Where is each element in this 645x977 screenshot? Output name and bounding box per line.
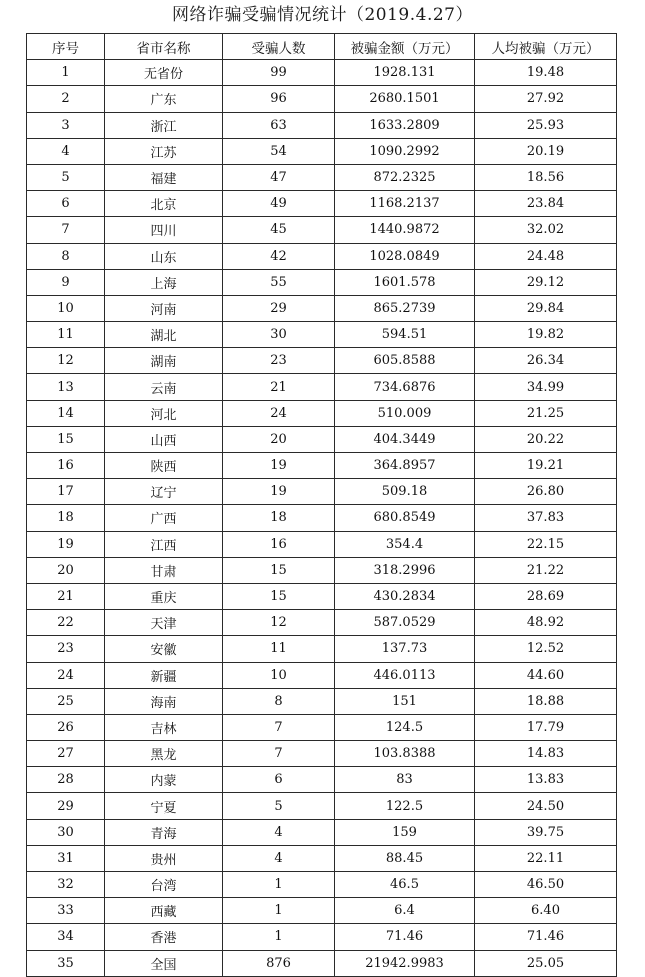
table-row — [27, 793, 617, 819]
cell-victim-count: 30 — [223, 322, 335, 348]
cell-region: 贵州 — [105, 845, 223, 871]
cell-index: 17 — [27, 479, 105, 505]
cell-amount: 88.45 — [335, 845, 475, 871]
table-row — [27, 374, 617, 400]
cell-average: 14.83 — [475, 741, 617, 767]
table-row — [27, 819, 617, 845]
cell-victim-count: 49 — [223, 191, 335, 217]
table-row — [27, 426, 617, 452]
cell-region: 西藏 — [105, 898, 223, 924]
table-row — [27, 531, 617, 557]
cell-index: 15 — [27, 426, 105, 452]
cell-victim-count: 8 — [223, 688, 335, 714]
cell-index: 13 — [27, 374, 105, 400]
cell-amount: 364.8957 — [335, 453, 475, 479]
cell-average: 25.93 — [475, 112, 617, 138]
cell-index: 3 — [27, 112, 105, 138]
cell-amount: 594.51 — [335, 322, 475, 348]
cell-amount: 318.2996 — [335, 557, 475, 583]
cell-average: 26.34 — [475, 348, 617, 374]
cell-amount: 509.18 — [335, 479, 475, 505]
table-body — [27, 60, 617, 977]
table-row — [27, 60, 617, 86]
cell-average: 34.99 — [475, 374, 617, 400]
cell-average: 48.92 — [475, 610, 617, 636]
cell-average: 28.69 — [475, 583, 617, 609]
cell-amount: 587.0529 — [335, 610, 475, 636]
table-row — [27, 479, 617, 505]
cell-region: 吉林 — [105, 714, 223, 740]
cell-amount: 605.8588 — [335, 348, 475, 374]
cell-region: 甘肃 — [105, 557, 223, 583]
cell-victim-count: 63 — [223, 112, 335, 138]
cell-region: 无省份 — [105, 60, 223, 86]
cell-average: 24.48 — [475, 243, 617, 269]
cell-victim-count: 54 — [223, 138, 335, 164]
cell-average: 46.50 — [475, 872, 617, 898]
table-row — [27, 191, 617, 217]
cell-index: 9 — [27, 269, 105, 295]
cell-index: 4 — [27, 138, 105, 164]
cell-index: 1 — [27, 60, 105, 86]
cell-average: 13.83 — [475, 767, 617, 793]
cell-index: 18 — [27, 505, 105, 531]
cell-amount: 103.8388 — [335, 741, 475, 767]
cell-victim-count: 55 — [223, 269, 335, 295]
table-row — [27, 348, 617, 374]
cell-average: 71.46 — [475, 924, 617, 950]
table-row — [27, 872, 617, 898]
cell-region: 宁夏 — [105, 793, 223, 819]
cell-average: 22.15 — [475, 531, 617, 557]
cell-average: 18.56 — [475, 164, 617, 190]
fraud-statistics-table — [26, 33, 617, 977]
cell-victim-count: 19 — [223, 453, 335, 479]
cell-victim-count: 1 — [223, 924, 335, 950]
cell-average: 12.52 — [475, 636, 617, 662]
table-row — [27, 164, 617, 190]
table-row — [27, 138, 617, 164]
cell-index: 11 — [27, 322, 105, 348]
table-row — [27, 112, 617, 138]
table-row — [27, 845, 617, 871]
cell-index: 7 — [27, 217, 105, 243]
table-row — [27, 688, 617, 714]
cell-region: 江西 — [105, 531, 223, 557]
cell-victim-count: 7 — [223, 714, 335, 740]
cell-amount: 446.0113 — [335, 662, 475, 688]
table-row — [27, 243, 617, 269]
table-row — [27, 86, 617, 112]
cell-average: 29.84 — [475, 295, 617, 321]
cell-victim-count: 96 — [223, 86, 335, 112]
cell-average: 22.11 — [475, 845, 617, 871]
table-row — [27, 295, 617, 321]
cell-average: 21.22 — [475, 557, 617, 583]
cell-average: 39.75 — [475, 819, 617, 845]
cell-amount: 21942.9983 — [335, 950, 475, 976]
cell-region: 浙江 — [105, 112, 223, 138]
cell-victim-count: 876 — [223, 950, 335, 976]
cell-victim-count: 16 — [223, 531, 335, 557]
cell-index: 29 — [27, 793, 105, 819]
cell-index: 16 — [27, 453, 105, 479]
cell-victim-count: 99 — [223, 60, 335, 86]
cell-amount: 122.5 — [335, 793, 475, 819]
cell-victim-count: 20 — [223, 426, 335, 452]
cell-index: 27 — [27, 741, 105, 767]
cell-average: 25.05 — [475, 950, 617, 976]
cell-index: 24 — [27, 662, 105, 688]
cell-victim-count: 15 — [223, 583, 335, 609]
cell-amount: 83 — [335, 767, 475, 793]
cell-average: 19.21 — [475, 453, 617, 479]
cell-average: 19.82 — [475, 322, 617, 348]
cell-region: 天津 — [105, 610, 223, 636]
cell-index: 28 — [27, 767, 105, 793]
table-row — [27, 636, 617, 662]
cell-region: 辽宁 — [105, 479, 223, 505]
cell-amount: 159 — [335, 819, 475, 845]
cell-region: 上海 — [105, 269, 223, 295]
cell-amount: 734.6876 — [335, 374, 475, 400]
cell-amount: 1440.9872 — [335, 217, 475, 243]
cell-average: 21.25 — [475, 400, 617, 426]
document-title: 网络诈骗受骗情况统计（2019.4.27） — [171, 5, 474, 25]
cell-average: 29.12 — [475, 269, 617, 295]
cell-index: 12 — [27, 348, 105, 374]
cell-index: 14 — [27, 400, 105, 426]
cell-amount: 137.73 — [335, 636, 475, 662]
cell-region: 全国 — [105, 950, 223, 976]
cell-region: 云南 — [105, 374, 223, 400]
table-row — [27, 400, 617, 426]
cell-amount: 354.4 — [335, 531, 475, 557]
cell-victim-count: 7 — [223, 741, 335, 767]
cell-victim-count: 21 — [223, 374, 335, 400]
cell-victim-count: 24 — [223, 400, 335, 426]
cell-victim-count: 5 — [223, 793, 335, 819]
cell-region: 青海 — [105, 819, 223, 845]
cell-amount: 510.009 — [335, 400, 475, 426]
table-row — [27, 610, 617, 636]
cell-region: 黑龙 — [105, 741, 223, 767]
cell-average: 19.48 — [475, 60, 617, 86]
cell-average: 26.80 — [475, 479, 617, 505]
cell-region: 陕西 — [105, 453, 223, 479]
cell-average: 20.19 — [475, 138, 617, 164]
cell-amount: 1633.2809 — [335, 112, 475, 138]
cell-index: 30 — [27, 819, 105, 845]
cell-index: 32 — [27, 872, 105, 898]
cell-victim-count: 11 — [223, 636, 335, 662]
cell-victim-count: 6 — [223, 767, 335, 793]
cell-region: 山西 — [105, 426, 223, 452]
table-row — [27, 269, 617, 295]
cell-index: 26 — [27, 714, 105, 740]
cell-victim-count: 42 — [223, 243, 335, 269]
table-row — [27, 898, 617, 924]
cell-average: 18.88 — [475, 688, 617, 714]
cell-victim-count: 45 — [223, 217, 335, 243]
cell-average: 27.92 — [475, 86, 617, 112]
cell-index: 25 — [27, 688, 105, 714]
cell-amount: 1601.578 — [335, 269, 475, 295]
cell-victim-count: 1 — [223, 872, 335, 898]
cell-index: 6 — [27, 191, 105, 217]
cell-amount: 1928.131 — [335, 60, 475, 86]
cell-index: 31 — [27, 845, 105, 871]
cell-amount: 71.46 — [335, 924, 475, 950]
cell-index: 20 — [27, 557, 105, 583]
cell-amount: 1090.2992 — [335, 138, 475, 164]
cell-region: 山东 — [105, 243, 223, 269]
table-header-row — [27, 34, 617, 60]
cell-region: 湖南 — [105, 348, 223, 374]
cell-victim-count: 12 — [223, 610, 335, 636]
header-victim-count: 受骗人数 — [223, 34, 335, 60]
header-index: 序号 — [27, 34, 105, 60]
cell-amount: 2680.1501 — [335, 86, 475, 112]
table-row — [27, 767, 617, 793]
header-region: 省市名称 — [105, 34, 223, 60]
cell-region: 河南 — [105, 295, 223, 321]
cell-region: 广西 — [105, 505, 223, 531]
table-row — [27, 505, 617, 531]
cell-index: 21 — [27, 583, 105, 609]
cell-region: 台湾 — [105, 872, 223, 898]
cell-region: 河北 — [105, 400, 223, 426]
header-amount: 被骗金额（万元） — [335, 34, 475, 60]
cell-victim-count: 10 — [223, 662, 335, 688]
cell-average: 23.84 — [475, 191, 617, 217]
cell-index: 33 — [27, 898, 105, 924]
table-row — [27, 662, 617, 688]
cell-average: 6.40 — [475, 898, 617, 924]
cell-index: 22 — [27, 610, 105, 636]
table-row — [27, 217, 617, 243]
cell-amount: 680.8549 — [335, 505, 475, 531]
cell-average: 20.22 — [475, 426, 617, 452]
cell-victim-count: 18 — [223, 505, 335, 531]
cell-amount: 124.5 — [335, 714, 475, 740]
cell-average: 32.02 — [475, 217, 617, 243]
cell-amount: 430.2834 — [335, 583, 475, 609]
cell-average: 44.60 — [475, 662, 617, 688]
header-average: 人均被骗（万元） — [475, 34, 617, 60]
cell-average: 37.83 — [475, 505, 617, 531]
cell-region: 福建 — [105, 164, 223, 190]
cell-index: 35 — [27, 950, 105, 976]
cell-region: 重庆 — [105, 583, 223, 609]
cell-region: 新疆 — [105, 662, 223, 688]
cell-region: 内蒙 — [105, 767, 223, 793]
cell-region: 北京 — [105, 191, 223, 217]
cell-amount: 872.2325 — [335, 164, 475, 190]
table-row — [27, 557, 617, 583]
cell-amount: 46.5 — [335, 872, 475, 898]
cell-index: 8 — [27, 243, 105, 269]
cell-region: 四川 — [105, 217, 223, 243]
cell-victim-count: 4 — [223, 819, 335, 845]
cell-index: 34 — [27, 924, 105, 950]
table-row — [27, 714, 617, 740]
table-row — [27, 322, 617, 348]
cell-index: 10 — [27, 295, 105, 321]
table-row — [27, 950, 617, 976]
cell-amount: 1028.0849 — [335, 243, 475, 269]
cell-victim-count: 47 — [223, 164, 335, 190]
cell-victim-count: 29 — [223, 295, 335, 321]
cell-region: 海南 — [105, 688, 223, 714]
cell-victim-count: 15 — [223, 557, 335, 583]
cell-region: 安徽 — [105, 636, 223, 662]
cell-average: 17.79 — [475, 714, 617, 740]
cell-victim-count: 1 — [223, 898, 335, 924]
cell-average: 24.50 — [475, 793, 617, 819]
table-row — [27, 583, 617, 609]
cell-index: 23 — [27, 636, 105, 662]
cell-victim-count: 19 — [223, 479, 335, 505]
cell-amount: 1168.2137 — [335, 191, 475, 217]
cell-index: 2 — [27, 86, 105, 112]
cell-region: 江苏 — [105, 138, 223, 164]
cell-region: 湖北 — [105, 322, 223, 348]
cell-victim-count: 23 — [223, 348, 335, 374]
cell-amount: 6.4 — [335, 898, 475, 924]
cell-region: 香港 — [105, 924, 223, 950]
cell-index: 19 — [27, 531, 105, 557]
cell-amount: 404.3449 — [335, 426, 475, 452]
table-row — [27, 924, 617, 950]
cell-index: 5 — [27, 164, 105, 190]
cell-amount: 151 — [335, 688, 475, 714]
table-row — [27, 453, 617, 479]
cell-region: 广东 — [105, 86, 223, 112]
cell-amount: 865.2739 — [335, 295, 475, 321]
cell-victim-count: 4 — [223, 845, 335, 871]
table-row — [27, 741, 617, 767]
